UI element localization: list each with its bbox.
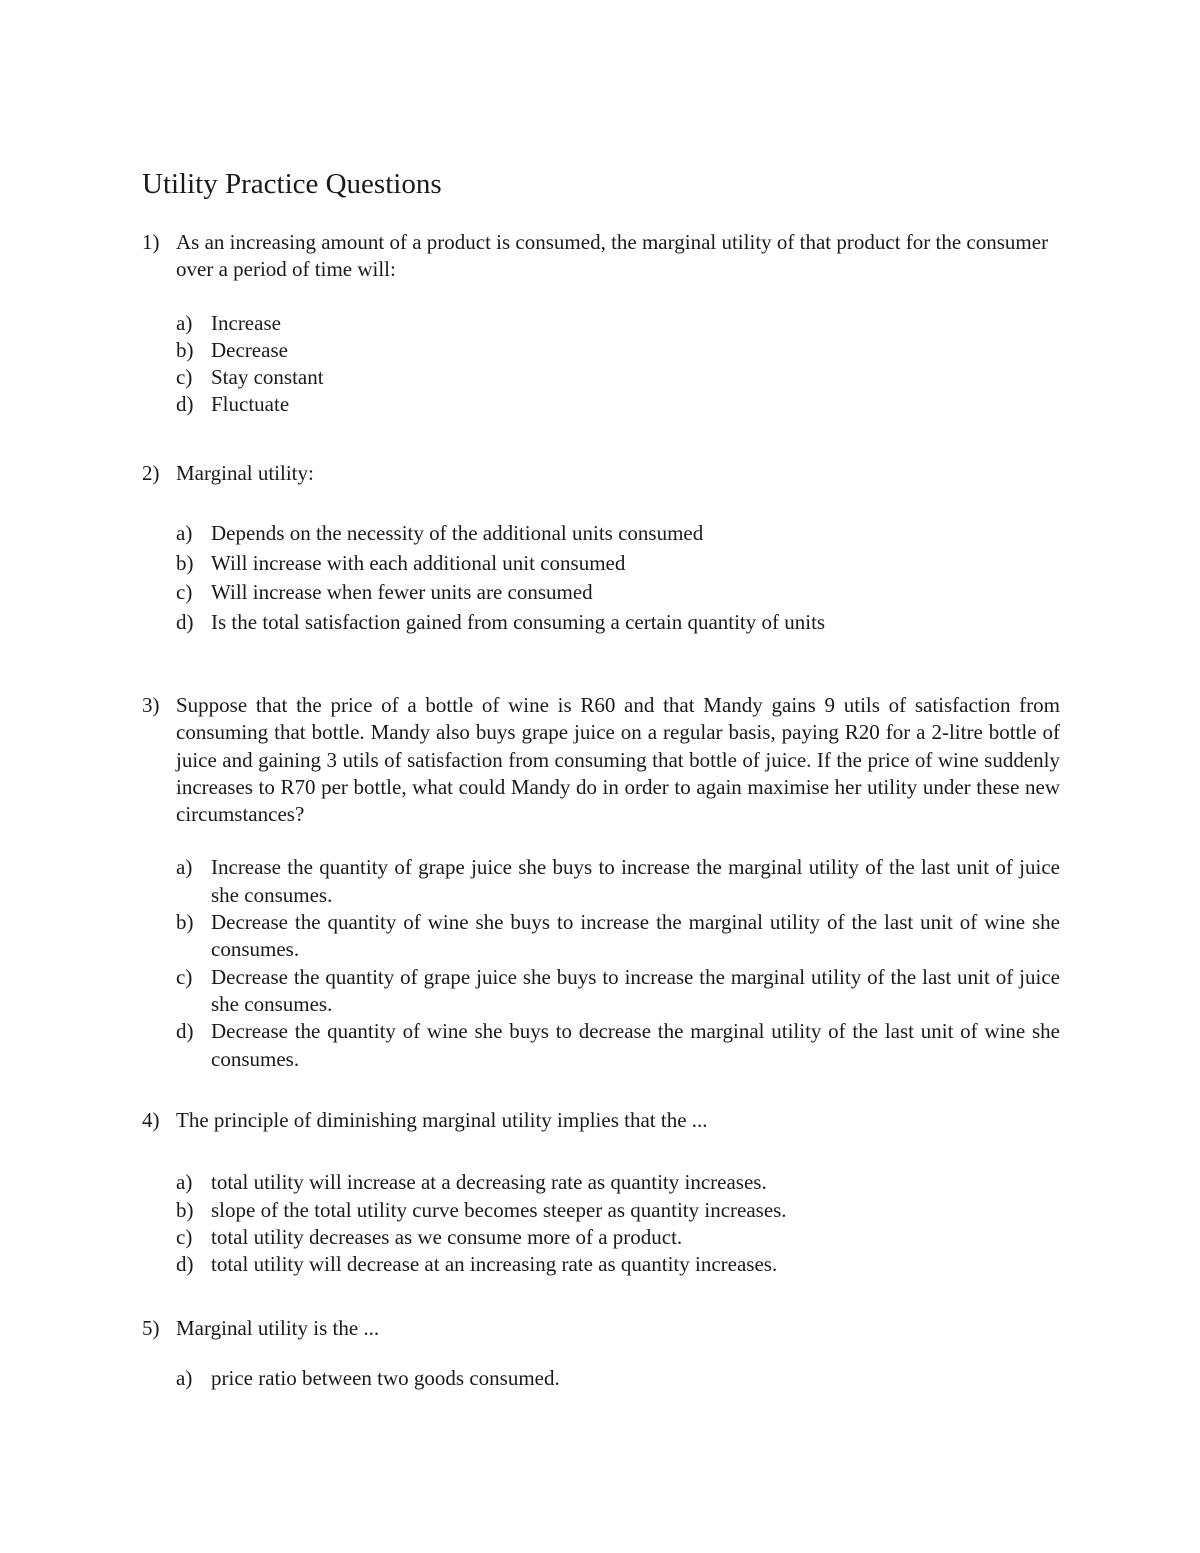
question-1 <box>142 229 1060 419</box>
answer-option-b <box>142 549 1060 578</box>
answer-option-b <box>142 909 1060 964</box>
answer-options <box>142 310 1060 419</box>
answer-option-a <box>142 854 1060 909</box>
option-text: price ratio between two goods consumed. <box>211 1366 560 1391</box>
option-letter: a) <box>176 310 193 335</box>
answer-option-a <box>142 519 1060 548</box>
option-text: total utility will decrease at an increasing rate as quantity increases. <box>211 1252 778 1277</box>
option-letter: c) <box>176 365 193 390</box>
option-text: Decrease the quantity of wine she buys to increase the marginal utility of the last unit of wine she consumes. <box>211 910 1060 962</box>
option-text: Fluctuate <box>211 392 290 417</box>
option-text: Stay constant <box>211 365 324 390</box>
question-text: Marginal utility: <box>176 461 314 485</box>
page-title: Utility Practice Questions <box>142 168 442 200</box>
answer-options <box>142 1365 1060 1392</box>
option-letter: d) <box>176 1019 194 1044</box>
question-number: 5) <box>142 1316 160 1340</box>
question-stem <box>142 229 1060 284</box>
option-letter: a) <box>176 855 193 880</box>
option-letter: d) <box>176 392 194 417</box>
answer-option-b <box>142 337 1060 364</box>
answer-options <box>142 854 1060 1072</box>
option-text: Decrease the quantity of grape juice she buys to increase the marginal utility of the last unit of juice she consumes. <box>211 964 1060 1016</box>
answer-option-c <box>142 364 1060 391</box>
answer-option-d <box>142 391 1060 418</box>
option-text: Increase <box>211 310 281 335</box>
option-letter: c) <box>176 1224 193 1249</box>
question-4 <box>142 1107 1060 1278</box>
question-text: Suppose that the price of a bottle of wine is R60 and that Mandy gains 9 utils of satisfaction from consuming that bottle. Mandy also buys grape juice on a regular basis, paying R20 for a 2-litre bottle of juice and gaining 3 utils of satisfaction from consuming that bottle of juice. If the price of wine suddenly increases to R70 per bottle, what could Mandy do in order to again maximise her utility under these new circumstances? <box>176 693 1060 827</box>
option-text: total utility will increase at a decreasing rate as quantity increases. <box>211 1170 767 1195</box>
option-text: total utility decreases as we consume more of a product. <box>211 1224 683 1249</box>
answer-option-a <box>142 310 1060 337</box>
question-5 <box>142 1315 1060 1393</box>
option-text: Is the total satisfaction gained from consuming a certain quantity of units <box>211 609 826 634</box>
option-text: Depends on the necessity of the additional units consumed <box>211 521 704 546</box>
question-text: As an increasing amount of a product is consumed, the marginal utility of that product for the consumer over a period of time will: <box>176 230 1049 282</box>
option-letter: c) <box>176 964 193 989</box>
question-stem <box>142 460 1060 487</box>
option-text: slope of the total utility curve becomes steeper as quantity increases. <box>211 1197 787 1222</box>
option-letter: c) <box>176 580 193 605</box>
option-letter: b) <box>176 550 194 575</box>
option-letter: a) <box>176 1366 193 1391</box>
answer-option-a <box>142 1169 1060 1196</box>
answer-option-c <box>142 578 1060 607</box>
answer-option-d <box>142 608 1060 637</box>
option-text: Decrease the quantity of wine she buys to decrease the marginal utility of the last unit of wine she consumes. <box>211 1019 1060 1071</box>
answer-option-d <box>142 1251 1060 1278</box>
answer-option-b <box>142 1197 1060 1224</box>
answer-option-a <box>142 1365 1060 1392</box>
option-text: Will increase when fewer units are consumed <box>211 580 593 605</box>
answer-options <box>142 1169 1060 1278</box>
answer-option-d <box>142 1018 1060 1073</box>
question-3 <box>142 692 1060 1073</box>
option-text: Increase the quantity of grape juice she buys to increase the marginal utility of the last unit of juice she consumes. <box>211 855 1060 907</box>
question-number: 4) <box>142 1108 160 1132</box>
question-stem <box>142 1315 1060 1342</box>
answer-option-c <box>142 1224 1060 1251</box>
question-number: 2) <box>142 461 160 485</box>
option-letter: d) <box>176 1252 194 1277</box>
answer-options <box>142 519 1060 637</box>
question-number: 3) <box>142 693 160 717</box>
question-stem <box>142 692 1060 828</box>
question-number: 1) <box>142 230 160 254</box>
option-letter: a) <box>176 1170 193 1195</box>
option-letter: b) <box>176 910 194 935</box>
option-letter: b) <box>176 337 194 362</box>
question-2 <box>142 460 1060 637</box>
option-text: Will increase with each additional unit consumed <box>211 550 626 575</box>
option-letter: a) <box>176 521 193 546</box>
option-letter: b) <box>176 1197 194 1222</box>
question-text: The principle of diminishing marginal utility implies that the ... <box>176 1108 708 1132</box>
option-text: Decrease <box>211 337 288 362</box>
question-stem <box>142 1107 1060 1134</box>
answer-option-c <box>142 964 1060 1019</box>
question-text: Marginal utility is the ... <box>176 1316 380 1340</box>
option-letter: d) <box>176 609 194 634</box>
